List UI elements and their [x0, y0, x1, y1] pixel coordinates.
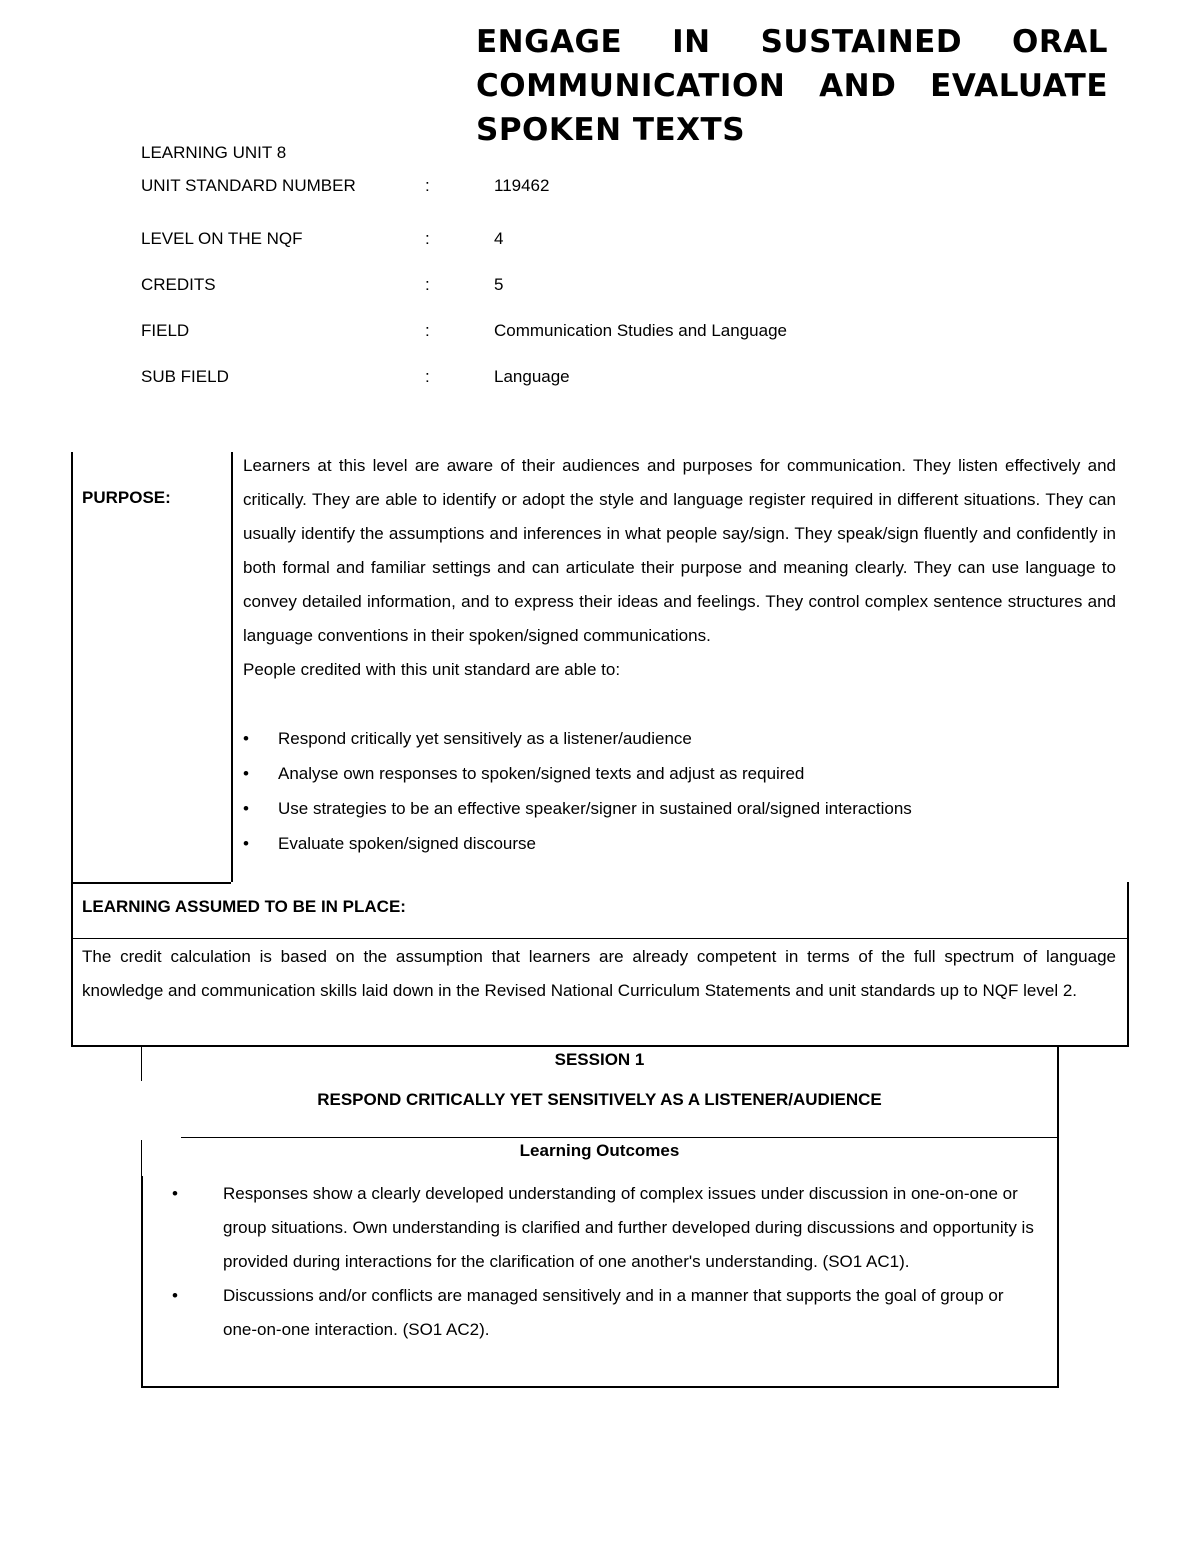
session-border-left — [141, 1140, 142, 1176]
list-item: • Responses show a clearly developed understanding of complex issues under discussion in one-on-one or group situations. Own understanding is clarified and further developed during discussions and opportunity is provided during interactions for the clarification of one another's understanding. (SO1 AC1). — [170, 1177, 1042, 1279]
meta-separator: : — [425, 275, 430, 294]
list-item: • Use strategies to be an effective speaker/signer in sustained oral/signed interactions — [243, 791, 912, 826]
purpose-text — [243, 449, 1116, 687]
purpose-intro: People credited with this unit standard are able to: — [243, 660, 621, 679]
meta-value: 4 — [494, 229, 504, 248]
meta-key: FIELD — [141, 321, 190, 340]
session-border-left — [141, 1047, 142, 1081]
meta-key: SUB FIELD — [141, 367, 229, 386]
learning-assumed-text: The credit calculation is based on the assumption that learners are already competent in terms of the full spectrum of language knowledge and communication skills laid down in the Revised National Curriculum Statements and unit standards up to NQF level 2. — [82, 947, 1116, 1000]
learning-outcomes-heading: Learning Outcomes — [519, 1141, 680, 1160]
session-title: SESSION 1 — [554, 1050, 645, 1069]
list-item: • Evaluate spoken/signed discourse — [243, 826, 912, 861]
session-subtitle: RESPOND CRITICALLY YET SENSITIVELY AS A LISTENER/AUDIENCE — [317, 1090, 882, 1109]
meta-row-nqf-level — [141, 229, 1041, 253]
table-border-left — [71, 452, 73, 1047]
purpose-bullet-list — [243, 721, 912, 861]
table-row-divider — [71, 938, 1129, 939]
meta-value: 5 — [494, 275, 504, 294]
meta-key: UNIT STANDARD NUMBER — [141, 176, 356, 195]
meta-separator: : — [425, 229, 430, 248]
list-item: • Respond critically yet sensitively as a listener/audience — [243, 721, 912, 756]
meta-value: 119462 — [494, 176, 550, 195]
session-border-bottom — [141, 1386, 1059, 1388]
meta-separator: : — [425, 367, 430, 386]
meta-value: Communication Studies and Language — [494, 321, 787, 340]
meta-row-field — [141, 321, 1041, 345]
meta-row-sub-field — [141, 367, 1041, 391]
learning-assumed-heading: LEARNING ASSUMED TO BE IN PLACE: — [82, 897, 406, 916]
table-row-divider — [71, 882, 231, 884]
session-border-right — [1057, 1047, 1059, 1388]
meta-key: CREDITS — [141, 275, 216, 294]
document-title: ENGAGE IN SUSTAINED ORAL COMMUNICATION AND EVALUATE SPOKEN TEXTS — [476, 24, 1108, 148]
session-border-left — [141, 1176, 143, 1388]
meta-row-unit-standard — [141, 176, 1041, 200]
learning-unit-label: LEARNING UNIT 8 — [141, 143, 287, 162]
meta-separator: : — [425, 321, 430, 340]
table-border-right — [1127, 882, 1129, 1047]
meta-separator: : — [425, 176, 430, 195]
meta-value: Language — [494, 367, 570, 386]
meta-key: LEVEL ON THE NQF — [141, 229, 303, 248]
list-item: • Discussions and/or conflicts are managed sensitively and in a manner that supports the goal of group or one-on-one interaction. (SO1 AC2). — [170, 1279, 1042, 1347]
purpose-column-divider — [231, 452, 233, 882]
learning-outcomes-list — [170, 1177, 1042, 1347]
purpose-paragraph: Learners at this level are aware of their audiences and purposes for communication. They listen effectively and critically. They are able to identify or adopt the style and language register required in different situations. They can usually identify the assumptions and inferences in what people say/sign. They speak/sign fluently and confidently in both formal and familiar settings and can articulate their purpose and meaning clearly. They can use language to convey detailed information, and to express their ideas and feelings. They control complex sentence structures and language conventions in their spoken/signed communications. — [243, 456, 1116, 645]
purpose-label: PURPOSE: — [82, 488, 171, 507]
meta-row-credits — [141, 275, 1041, 299]
list-item: • Analyse own responses to spoken/signed texts and adjust as required — [243, 756, 912, 791]
